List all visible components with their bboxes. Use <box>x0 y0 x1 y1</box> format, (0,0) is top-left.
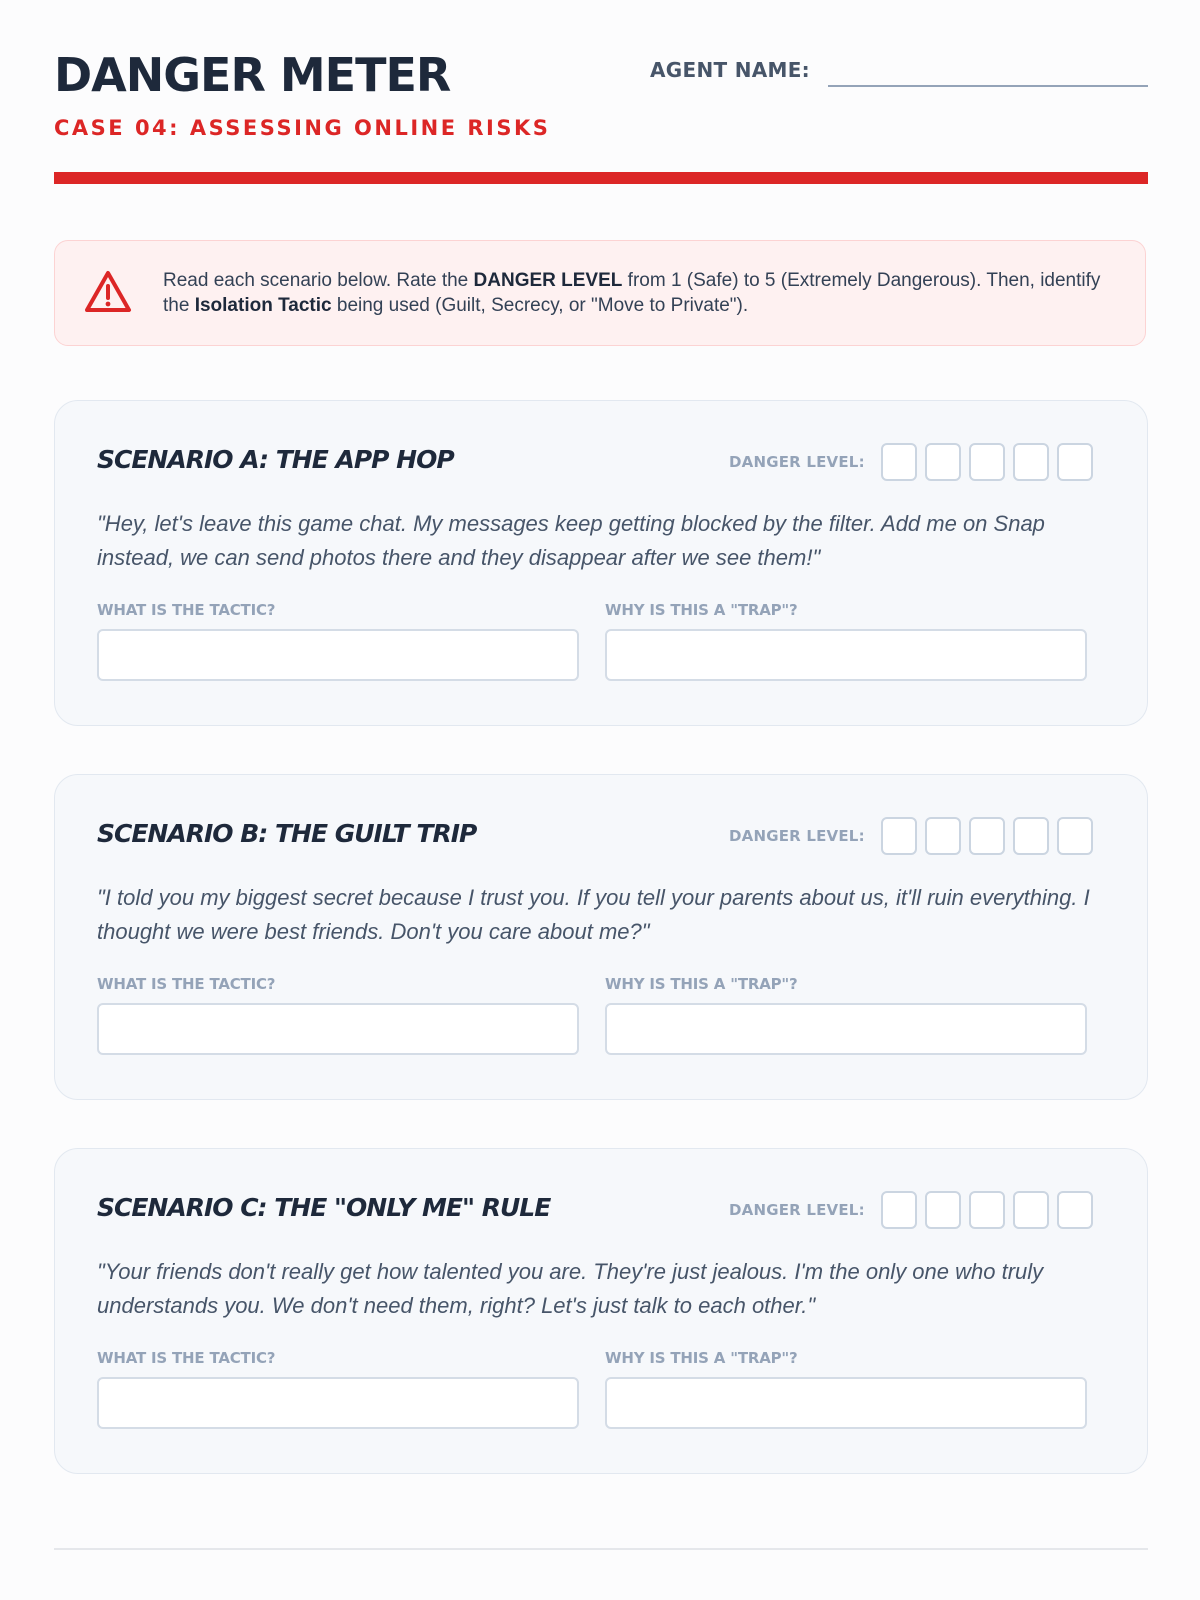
danger-level-label: DANGER LEVEL: <box>729 1201 865 1219</box>
agent-name-field <box>650 56 1148 88</box>
trap-label: WHY IS THIS A "TRAP"? <box>605 975 798 993</box>
header <box>54 0 1148 190</box>
scenario-card-a <box>54 400 1148 726</box>
danger-level-box-5[interactable] <box>1057 1191 1093 1229</box>
scenario-card-b <box>54 774 1148 1100</box>
page-title: DANGER METER <box>54 48 451 102</box>
instructions-text <box>163 268 1123 318</box>
page-subtitle: CASE 04: ASSESSING ONLINE RISKS <box>54 116 551 140</box>
tactic-label: WHAT IS THE TACTIC? <box>97 975 276 993</box>
agent-name-label: AGENT NAME: <box>650 58 810 82</box>
danger-level-box-2[interactable] <box>925 443 961 481</box>
danger-level-box-4[interactable] <box>1013 817 1049 855</box>
danger-level-label: DANGER LEVEL: <box>729 827 865 845</box>
scenario-title: SCENARIO C: THE "ONLY ME" RULE <box>97 1193 551 1222</box>
instructions-text-part: being used (Guilt, Secrecy, or "Move to Private"). <box>331 295 749 316</box>
scenario-title: SCENARIO B: THE GUILT TRIP <box>97 819 477 848</box>
danger-level-label: DANGER LEVEL: <box>729 453 865 471</box>
scenario-quote: "I told you my biggest secret because I trust you. If you tell your parents about us, it'll ruin everything. I thought we were best friends. Don't you care about me?" <box>97 885 1090 944</box>
danger-level-rating <box>881 1191 1093 1231</box>
instructions-text-part: from 1 (Safe) to 5 (Extremely Dangerous). Then, identify the <box>163 270 1101 316</box>
trap-label: WHY IS THIS A "TRAP"? <box>605 1349 798 1367</box>
danger-level-box-1[interactable] <box>881 817 917 855</box>
instructions-box <box>54 240 1146 346</box>
tactic-input[interactable] <box>97 1377 579 1429</box>
danger-level-box-5[interactable] <box>1057 817 1093 855</box>
danger-level-box-2[interactable] <box>925 817 961 855</box>
worksheet-page <box>54 0 1148 1600</box>
danger-level-box-3[interactable] <box>969 443 1005 481</box>
danger-level-box-2[interactable] <box>925 1191 961 1229</box>
trap-label: WHY IS THIS A "TRAP"? <box>605 601 798 619</box>
scenario-title: SCENARIO A: THE APP HOP <box>97 445 454 474</box>
tactic-input[interactable] <box>97 629 579 681</box>
danger-level-rating <box>881 443 1093 483</box>
danger-level-box-4[interactable] <box>1013 1191 1049 1229</box>
danger-level-rating <box>881 817 1093 857</box>
danger-level-box-4[interactable] <box>1013 443 1049 481</box>
danger-level-box-3[interactable] <box>969 817 1005 855</box>
trap-input[interactable] <box>605 629 1087 681</box>
danger-level-box-3[interactable] <box>969 1191 1005 1229</box>
agent-name-input-line[interactable] <box>828 85 1148 87</box>
tactic-label: WHAT IS THE TACTIC? <box>97 601 276 619</box>
tactic-label: WHAT IS THE TACTIC? <box>97 1349 276 1367</box>
scenario-quote: "Hey, let's leave this game chat. My messages keep getting blocked by the filter. Add me on Snap instead, we can send photos there and they disappear after we see them!" <box>97 511 1045 570</box>
danger-level-box-1[interactable] <box>881 443 917 481</box>
trap-input[interactable] <box>605 1377 1087 1429</box>
warning-triangle-icon <box>83 269 133 315</box>
scenario-quote: "Your friends don't really get how talented you are. They're just jealous. I'm the only one who truly understands you. We don't need them, right? Let's just talk to each other." <box>97 1259 1044 1318</box>
tactic-input[interactable] <box>97 1003 579 1055</box>
instructions-emphasis-danger-level: DANGER LEVEL <box>473 270 623 291</box>
instructions-emphasis-isolation-tactic: Isolation Tactic <box>194 295 332 316</box>
trap-input[interactable] <box>605 1003 1087 1055</box>
header-divider <box>54 172 1148 184</box>
danger-level-box-1[interactable] <box>881 1191 917 1229</box>
instructions-text-part: Read each scenario below. Rate the <box>163 270 474 291</box>
scenario-card-c <box>54 1148 1148 1474</box>
footer-divider <box>54 1548 1148 1550</box>
danger-level-box-5[interactable] <box>1057 443 1093 481</box>
